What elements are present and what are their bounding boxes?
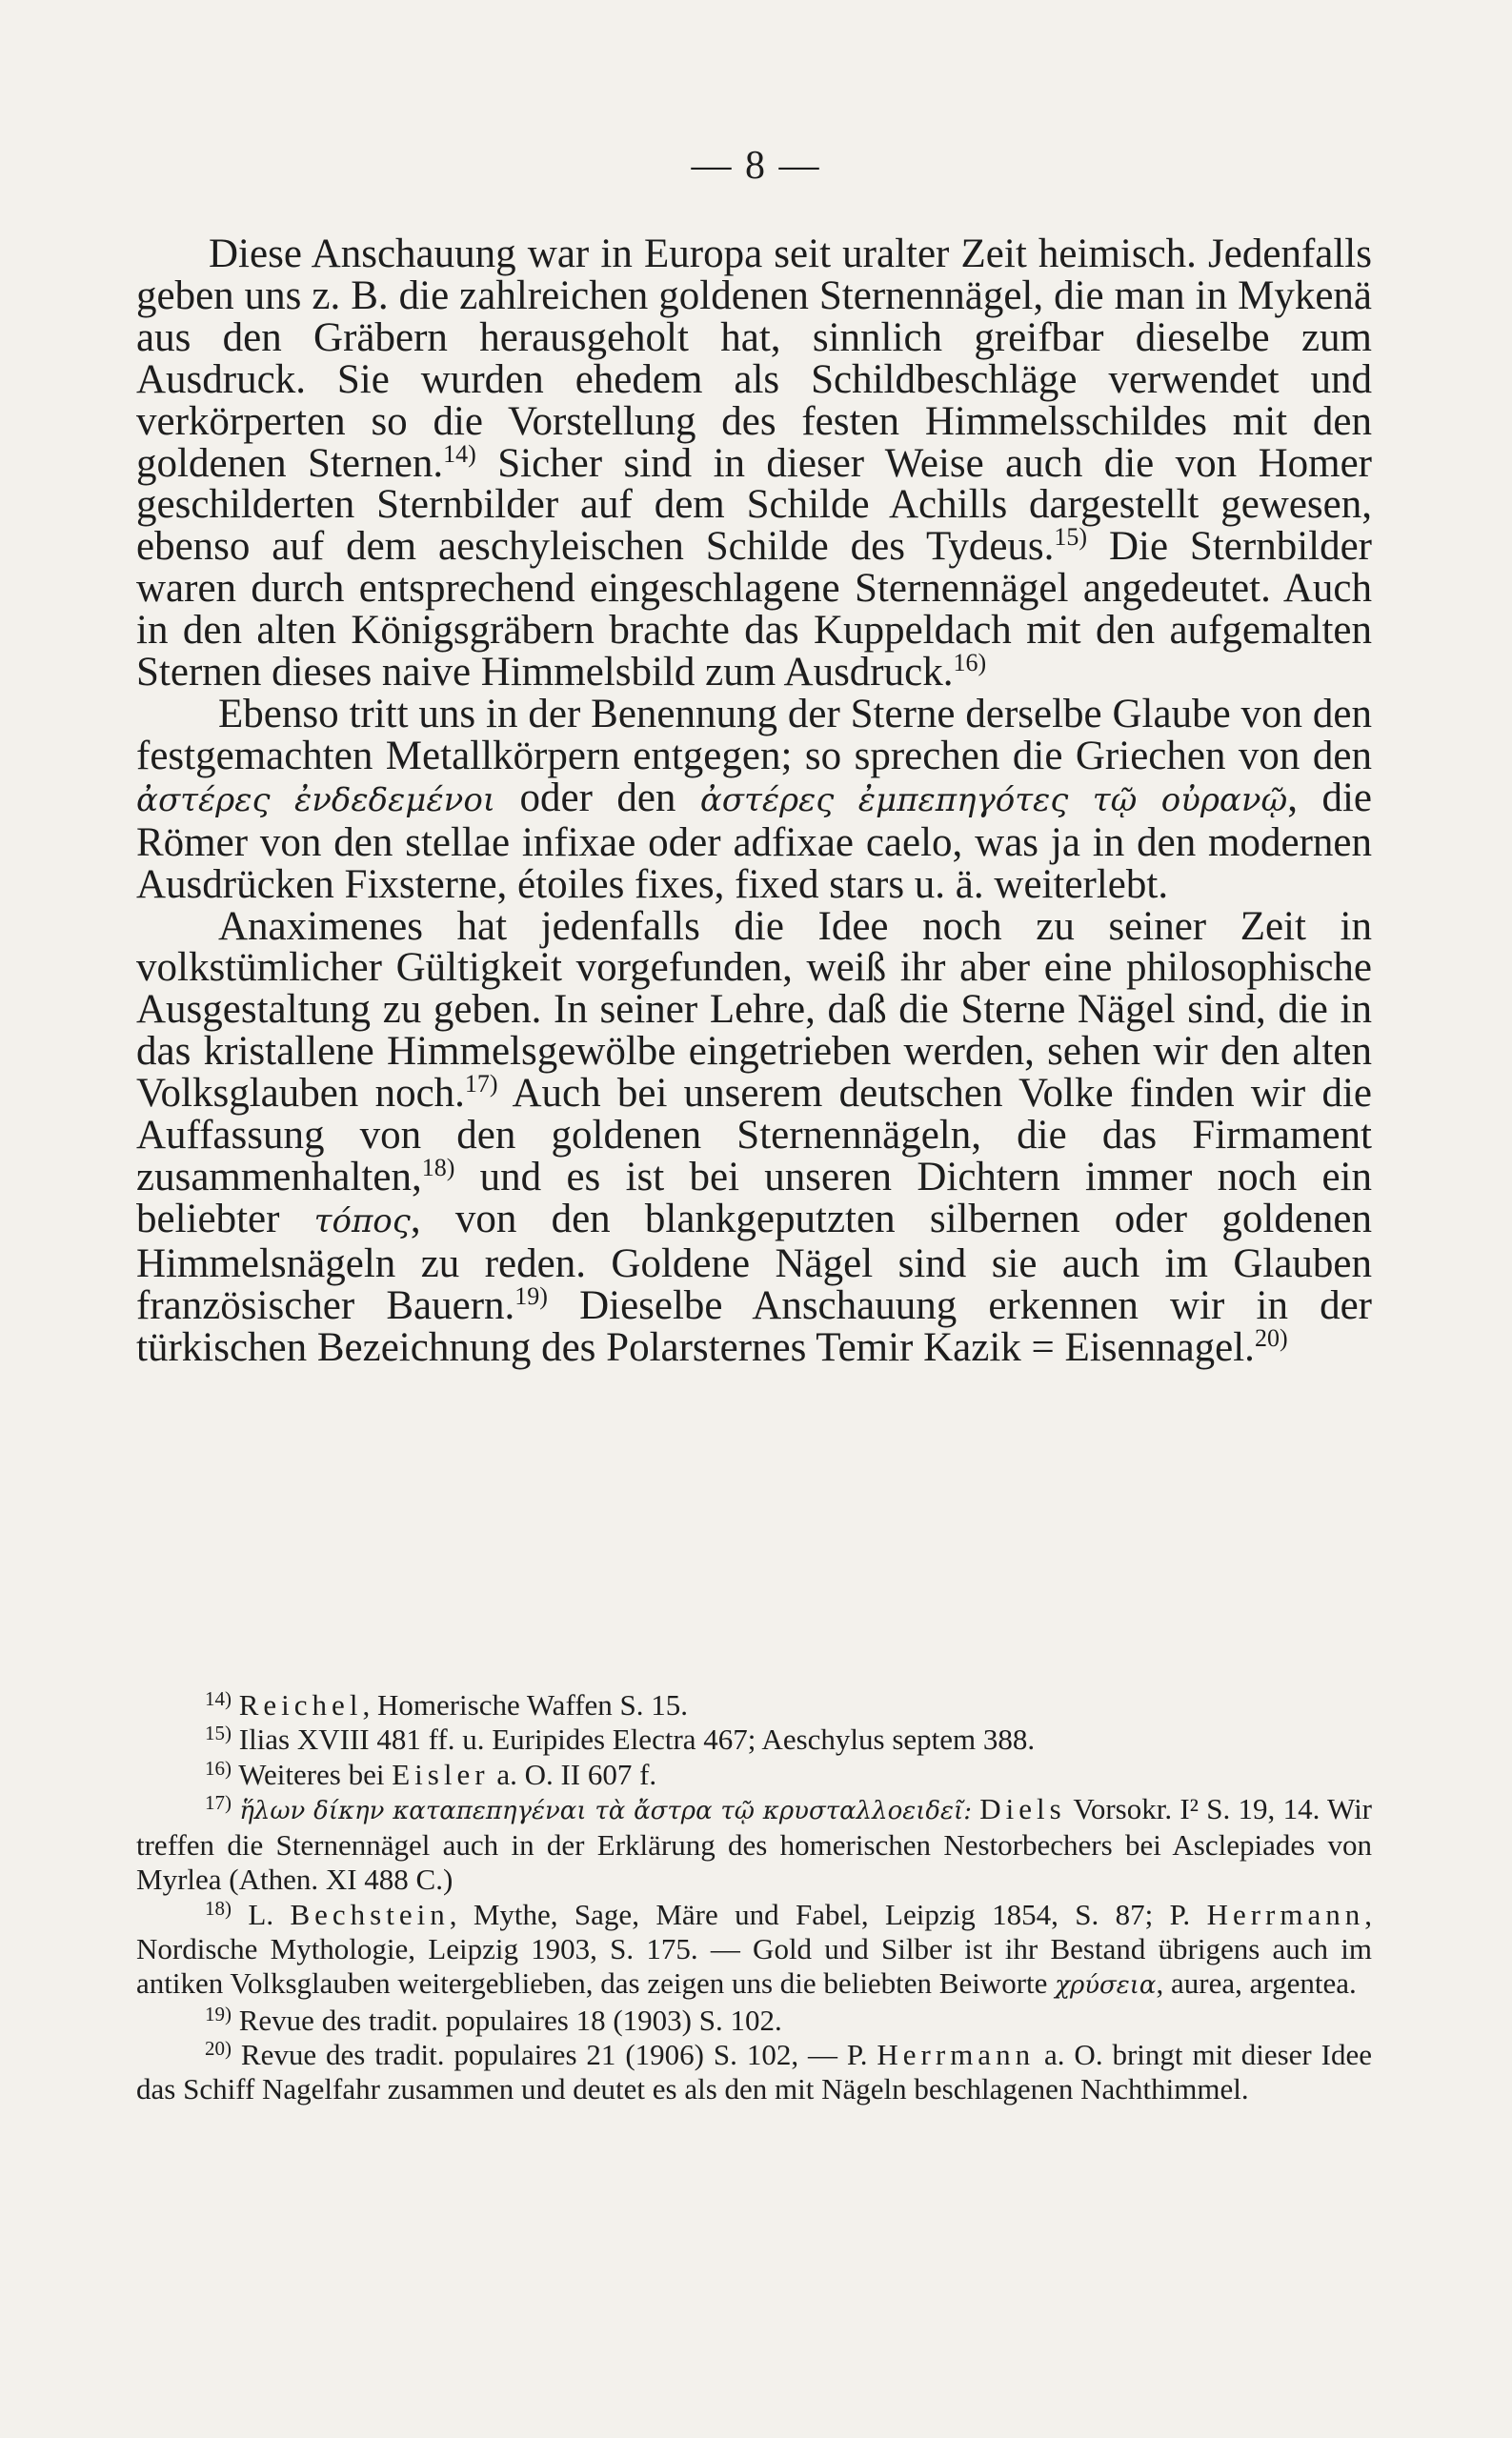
text-run: Dieselbe Anschauung erkennen wir in der türkischen Bezeichnung des Polarsternes Temir Kazik = Eisennagel. [136, 1282, 1372, 1370]
footnote-number: 17) [205, 1790, 232, 1814]
author-name: Herrmann [1206, 1897, 1365, 1931]
text-run: und es ist bei unseren Dichtern immer noch ein beliebter [136, 1154, 1372, 1241]
footnote-number: 20) [205, 2036, 232, 2060]
footnote-text: , Homerische Waffen S. 15. [362, 1688, 689, 1722]
footnote-ref-18: 18) [421, 1153, 455, 1181]
text-run: Anaximenes hat jedenfalls die Idee noch zu seiner Zeit in volkstümlicher Gültigkeit vorgefunden, weiß ihr aber eine philosophische Ausgestaltung zu geben. In seiner Lehre, daß die Sterne Nägel sind, die in das kristallene Himmelsgewölbe eingetrieben werden, sehen wir den alten Volksglauben noch. [136, 903, 1372, 1117]
footnote-number: 14) [205, 1687, 232, 1710]
text-run: oder den [495, 775, 700, 820]
footnote-number: 18) [205, 1896, 232, 1920]
footnotes [136, 1688, 1372, 2107]
greek-quote: ἥλων δίκην καταπεπηγέναι τὰ ἄστρα τῷ κρυσταλλοειδεῖ: [239, 1796, 972, 1825]
footnote-text: Revue des tradit. populaires 18 (1903) S. 102. [238, 2003, 782, 2037]
text-run: Ebenso tritt uns in der Benennung der Sterne derselbe Glaube von den festgemachten Metallkörpern entgegen; so sprechen die Griechen von den [136, 691, 1372, 778]
author-name: Eisler [392, 1757, 490, 1791]
text-run: Sicher sind in dieser Weise auch die von Homer geschilderten Sternbilder auf dem Schilde Achills dargestellt gewesen, ebenso auf dem aeschyleischen Schilde des Tydeus. [136, 440, 1372, 570]
text-run: Auch bei unserem deutschen Volke finden wir die Auffassung von den goldenen Sternennägeln, die das Firmament zusammenhalten, [136, 1071, 1372, 1199]
footnote-19 [136, 2004, 1372, 2038]
greek-phrase: ἀστέρες ἐμπεπηγότες τῷ οὐρανῷ [699, 780, 1288, 819]
footnote-text: a. O. bringt mit dieser Idee das Schiff Nagelfahr zusammen und deutet es als den mit Nägeln beschlagenen Nachthimmel. [136, 2037, 1372, 2106]
text-run: , die Römer von den stellae infixae oder adfixae caelo, was ja in den modernen Ausdrücken Fixsterne, étoiles fixes, fixed stars u. ä. weiterlebt. [136, 775, 1372, 907]
footnote-ref-17: 17) [464, 1070, 498, 1098]
footnote-18 [136, 1898, 1372, 2004]
footnote-number: 16) [205, 1756, 232, 1780]
footnote-number: 15) [205, 1722, 232, 1745]
page-number: — 8 — [691, 144, 821, 188]
text-run: Diese Anschauung war in Europa seit uralter Zeit heimisch. Jedenfalls geben uns z. B. die zahlreichen goldenen Sternennägel, die man in Mykenä aus den Gräbern herausgeholt hat, sinnlich greifbar dieselbe zum Ausdruck. Sie wurden ehedem als Schildbeschläge verwendet und verkörperten so die Vorstellung des festen Himmelsschildes mit den goldenen Sternen. [136, 232, 1372, 486]
footnote-16 [136, 1758, 1372, 1792]
footnote-text: a. O. II 607 f. [489, 1757, 657, 1791]
footnote-text: , aurea, argentea. [1156, 1966, 1357, 2001]
footnote-ref-19: 19) [514, 1281, 548, 1310]
footnote-ref-15: 15) [1054, 523, 1088, 552]
paragraph-1 [136, 233, 1372, 694]
author-name: Diels [979, 1791, 1066, 1825]
footnote-text: Revue des tradit. populaires 21 (1906) S. 102, — P. [240, 2037, 877, 2071]
footnote-ref-14: 14) [443, 439, 476, 468]
footnote-text: , Mythe, Sage, Märe und Fabel, Leipzig 1854, S. 87; P. [449, 1897, 1207, 1931]
greek-phrase: τόπος [313, 1201, 411, 1240]
footnote-20 [136, 2038, 1372, 2107]
author-name: Herrmann [877, 2037, 1036, 2071]
footnote-15 [136, 1723, 1372, 1757]
greek-phrase: ἀστέρες ἐνδεδεμένοι [136, 780, 496, 819]
greek-word: χρύσεια [1055, 1971, 1157, 2001]
footnote-17 [136, 1792, 1372, 1898]
footnote-text: , Nordische Mythologie, Leipzig 1903, S. 175. — Gold und Silber ist ihr Bestand übrigens auch im antiken Volksglauben weitergeblieben, das zeigen uns die beliebten Beiworte [136, 1897, 1372, 2001]
author-name: Reichel [238, 1688, 363, 1722]
footnote-text: Ilias XVIII 481 ff. u. Euripides Electra 467; Aeschylus septem 388. [238, 1723, 1036, 1757]
main-text [136, 233, 1372, 1368]
text-run: , von den blankgeputzten silbernen oder goldenen Himmelsnägeln zu reden. Goldene Nägel sind sie auch im Glauben französischer Bauern. [136, 1196, 1372, 1328]
text-run: Die Sternbilder waren durch entsprechend eingeschlagene Sternennägel angedeutet. Auch in den alten Königsgräbern brachte das Kuppeldach mit den aufgemalten Sternen dieses naive Himmelsbild zum Ausdruck. [136, 524, 1372, 695]
footnote-text: Weiteres bei [238, 1757, 393, 1791]
footnote-text: Vorsokr. I² S. 19, 14. Wir treffen die Sternennägel auch in der Erklärung des homerischen Nestorbechers bei Asclepiades von Myrlea (Athen. XI 488 C.) [136, 1791, 1373, 1897]
paragraph-2 [136, 691, 1372, 907]
footnote-text: L. [248, 1897, 291, 1931]
paragraph-3 [136, 903, 1372, 1370]
footnote-ref-16: 16) [953, 649, 987, 677]
author-name: Bechstein [290, 1897, 450, 1931]
footnote-14 [136, 1688, 1372, 1723]
footnote-number: 19) [205, 2002, 232, 2025]
footnote-ref-20: 20) [1254, 1323, 1288, 1352]
